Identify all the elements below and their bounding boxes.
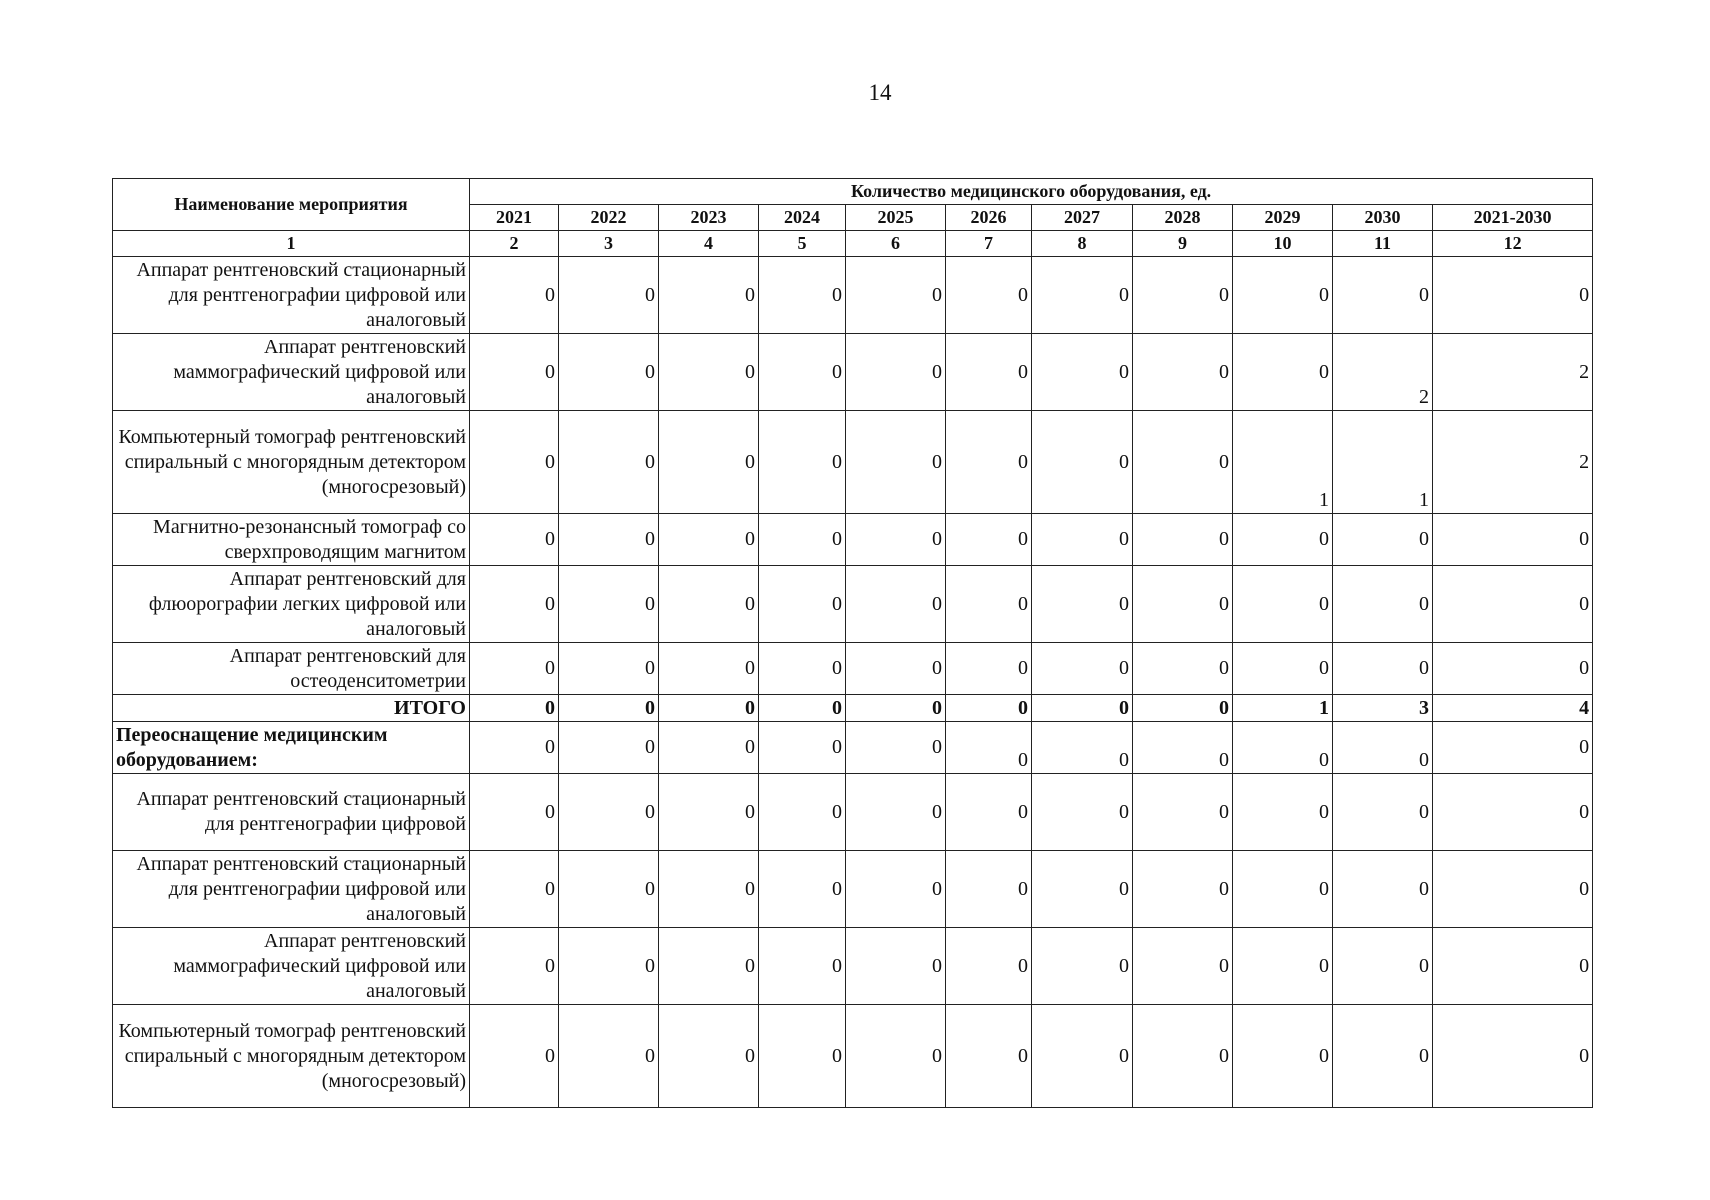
row-name: Аппарат рентгеновский стационарный для рентгенографии цифровой или аналоговый xyxy=(113,257,470,334)
row-value: 0 xyxy=(470,514,559,566)
row-value: 0 xyxy=(659,928,759,1005)
row-value: 0 xyxy=(946,411,1032,514)
row-value: 0 xyxy=(1133,928,1233,1005)
row-value: 0 xyxy=(1133,722,1233,774)
row-value: 0 xyxy=(1032,722,1133,774)
row-value: 0 xyxy=(759,643,846,695)
row-value: 0 xyxy=(846,1005,946,1108)
year-header: 2027 xyxy=(1032,205,1133,231)
row-value: 0 xyxy=(1333,257,1433,334)
row-value: 0 xyxy=(946,1005,1032,1108)
row-value: 0 xyxy=(946,566,1032,643)
year-header: 2026 xyxy=(946,205,1032,231)
row-value: 0 xyxy=(1133,411,1233,514)
row-name: Аппарат рентгеновский стационарный для рентгенографии цифровой или аналоговый xyxy=(113,851,470,928)
table-row xyxy=(113,774,1593,851)
row-value: 0 xyxy=(659,334,759,411)
row-value: 0 xyxy=(759,722,846,774)
row-value: 0 xyxy=(1133,1005,1233,1108)
column-number: 11 xyxy=(1333,231,1433,257)
table-row xyxy=(113,1005,1593,1108)
row-value: 0 xyxy=(1433,1005,1593,1108)
total-value: 0 xyxy=(1133,695,1233,722)
row-value: 0 xyxy=(846,928,946,1005)
row-value: 0 xyxy=(846,514,946,566)
row-value: 0 xyxy=(946,334,1032,411)
column-number: 5 xyxy=(759,231,846,257)
row-value: 0 xyxy=(470,851,559,928)
row-value: 2 xyxy=(1433,411,1593,514)
row-value: 0 xyxy=(846,411,946,514)
row-value: 0 xyxy=(659,851,759,928)
row-value: 0 xyxy=(659,774,759,851)
total-value: 3 xyxy=(1333,695,1433,722)
row-value: 0 xyxy=(470,928,559,1005)
row-value: 0 xyxy=(1433,643,1593,695)
total-value: 0 xyxy=(1032,695,1133,722)
year-header: 2024 xyxy=(759,205,846,231)
row-value: 0 xyxy=(1433,514,1593,566)
row-value: 0 xyxy=(1133,334,1233,411)
row-value: 0 xyxy=(1032,257,1133,334)
page-number: 14 xyxy=(868,80,892,105)
row-value: 0 xyxy=(1233,566,1333,643)
row-value: 1 xyxy=(1333,411,1433,514)
year-header: 2023 xyxy=(659,205,759,231)
row-value: 2 xyxy=(1433,334,1593,411)
row-value: 0 xyxy=(1032,514,1133,566)
row-value: 0 xyxy=(759,851,846,928)
row-name: Аппарат рентгеновский маммографический цифровой или аналоговый xyxy=(113,928,470,1005)
year-header: 2029 xyxy=(1233,205,1333,231)
table-row xyxy=(113,411,1593,514)
row-value: 0 xyxy=(1333,928,1433,1005)
section-row xyxy=(113,722,1593,774)
row-value: 0 xyxy=(846,643,946,695)
row-value: 0 xyxy=(946,257,1032,334)
column-number: 8 xyxy=(1032,231,1133,257)
row-name: Магнитно-резонансный томограф со сверхпроводящим магнитом xyxy=(113,514,470,566)
row-value: 0 xyxy=(659,514,759,566)
row-value: 0 xyxy=(1333,514,1433,566)
row-value: 0 xyxy=(659,722,759,774)
row-value: 0 xyxy=(559,1005,659,1108)
year-header: 2022 xyxy=(559,205,659,231)
total-value: 0 xyxy=(559,695,659,722)
row-value: 0 xyxy=(1032,643,1133,695)
row-value: 0 xyxy=(559,851,659,928)
row-value: 0 xyxy=(659,566,759,643)
row-value: 0 xyxy=(470,257,559,334)
row-value: 0 xyxy=(1233,257,1333,334)
row-value: 0 xyxy=(470,722,559,774)
total-value: 0 xyxy=(846,695,946,722)
year-header: 2025 xyxy=(846,205,946,231)
column-number: 2 xyxy=(470,231,559,257)
row-value: 0 xyxy=(946,851,1032,928)
row-name: Компьютерный томограф рентгеновский спиральный с многорядным детектором (многосрезовый) xyxy=(113,411,470,514)
table-row xyxy=(113,334,1593,411)
row-value: 0 xyxy=(559,566,659,643)
total-label: ИТОГО xyxy=(113,695,470,722)
row-value: 0 xyxy=(1032,928,1133,1005)
year-header: 2021 xyxy=(470,205,559,231)
row-value: 0 xyxy=(1333,851,1433,928)
row-value: 0 xyxy=(946,928,1032,1005)
row-value: 0 xyxy=(1133,643,1233,695)
row-value: 0 xyxy=(759,411,846,514)
row-value: 0 xyxy=(1133,514,1233,566)
column-number: 7 xyxy=(946,231,1032,257)
table-row xyxy=(113,851,1593,928)
row-value: 0 xyxy=(946,514,1032,566)
column-number: 3 xyxy=(559,231,659,257)
row-value: 0 xyxy=(759,774,846,851)
row-value: 0 xyxy=(559,643,659,695)
year-header: 2028 xyxy=(1133,205,1233,231)
row-value: 0 xyxy=(1333,1005,1433,1108)
row-value: 0 xyxy=(1032,1005,1133,1108)
column-number: 4 xyxy=(659,231,759,257)
row-value: 0 xyxy=(559,928,659,1005)
row-value: 0 xyxy=(1032,411,1133,514)
row-value: 0 xyxy=(946,643,1032,695)
row-value: 0 xyxy=(470,1005,559,1108)
row-value: 0 xyxy=(1233,774,1333,851)
total-value: 0 xyxy=(946,695,1032,722)
row-name: Аппарат рентгеновский для остеоденситометрии xyxy=(113,643,470,695)
column-number: 6 xyxy=(846,231,946,257)
row-value: 0 xyxy=(1233,514,1333,566)
row-value: 0 xyxy=(759,514,846,566)
row-value: 0 xyxy=(1133,774,1233,851)
total-value: 4 xyxy=(1433,695,1593,722)
total-value: 1 xyxy=(1233,695,1333,722)
year-header: 2021-2030 xyxy=(1433,205,1593,231)
table-row xyxy=(113,566,1593,643)
row-value: 0 xyxy=(846,334,946,411)
row-value: 0 xyxy=(1433,257,1593,334)
row-value: 0 xyxy=(846,774,946,851)
row-value: 0 xyxy=(759,928,846,1005)
table-row xyxy=(113,514,1593,566)
row-value: 0 xyxy=(846,722,946,774)
row-value: 0 xyxy=(1133,566,1233,643)
table-row xyxy=(113,643,1593,695)
table-row xyxy=(113,928,1593,1005)
row-value: 0 xyxy=(1433,851,1593,928)
equipment-table xyxy=(112,178,1593,1108)
column-number: 12 xyxy=(1433,231,1593,257)
row-value: 0 xyxy=(559,411,659,514)
row-value: 0 xyxy=(1032,851,1133,928)
row-value: 0 xyxy=(659,411,759,514)
row-value: 0 xyxy=(846,851,946,928)
row-value: 0 xyxy=(659,643,759,695)
row-value: 0 xyxy=(1233,1005,1333,1108)
column-number-row xyxy=(113,231,1593,257)
table-row xyxy=(113,257,1593,334)
row-value: 0 xyxy=(559,257,659,334)
row-value: 0 xyxy=(1433,722,1593,774)
row-value: 0 xyxy=(1233,928,1333,1005)
row-value: 0 xyxy=(1032,334,1133,411)
row-name: Аппарат рентгеновский для флюорографии легких цифровой или аналоговый xyxy=(113,566,470,643)
column-number: 9 xyxy=(1133,231,1233,257)
row-value: 0 xyxy=(1333,774,1433,851)
row-value: 0 xyxy=(470,643,559,695)
row-name: Аппарат рентгеновский маммографический цифровой или аналоговый xyxy=(113,334,470,411)
row-value: 0 xyxy=(1433,774,1593,851)
row-value: 0 xyxy=(559,774,659,851)
row-value: 0 xyxy=(659,1005,759,1108)
row-value: 0 xyxy=(1233,643,1333,695)
row-value: 0 xyxy=(759,566,846,643)
row-value: 0 xyxy=(946,774,1032,851)
total-value: 0 xyxy=(759,695,846,722)
row-value: 0 xyxy=(1233,851,1333,928)
row-value: 0 xyxy=(559,514,659,566)
row-value: 0 xyxy=(559,334,659,411)
row-value: 0 xyxy=(759,1005,846,1108)
row-value: 0 xyxy=(759,257,846,334)
row-value: 0 xyxy=(1433,928,1593,1005)
quantity-group-header: Количество медицинского оборудования, ед. xyxy=(470,179,1593,205)
total-value: 0 xyxy=(659,695,759,722)
row-value: 0 xyxy=(1233,334,1333,411)
column-number: 1 xyxy=(113,231,470,257)
row-value: 0 xyxy=(759,334,846,411)
row-name: Компьютерный томограф рентгеновский спиральный с многорядным детектором (многосрезовый) xyxy=(113,1005,470,1108)
row-value: 0 xyxy=(1032,774,1133,851)
row-value: 0 xyxy=(1333,722,1433,774)
row-name: Аппарат рентгеновский стационарный для рентгенографии цифровой xyxy=(113,774,470,851)
year-header: 2030 xyxy=(1333,205,1433,231)
row-value: 0 xyxy=(1233,722,1333,774)
row-value: 0 xyxy=(470,774,559,851)
row-value: 0 xyxy=(559,722,659,774)
row-value: 2 xyxy=(1333,334,1433,411)
row-value: 0 xyxy=(659,257,759,334)
row-value: 0 xyxy=(846,257,946,334)
row-value: 0 xyxy=(470,334,559,411)
row-value: 0 xyxy=(1133,851,1233,928)
total-row xyxy=(113,695,1593,722)
row-value: 1 xyxy=(1233,411,1333,514)
section-heading: Переоснащение медицинским оборудованием: xyxy=(113,722,470,774)
name-column-header: Наименование мероприятия xyxy=(113,179,470,231)
row-value: 0 xyxy=(470,566,559,643)
row-value: 0 xyxy=(1433,566,1593,643)
row-value: 0 xyxy=(1133,257,1233,334)
row-value: 0 xyxy=(470,411,559,514)
total-value: 0 xyxy=(470,695,559,722)
row-value: 0 xyxy=(946,722,1032,774)
row-value: 0 xyxy=(1333,566,1433,643)
row-value: 0 xyxy=(1333,643,1433,695)
row-value: 0 xyxy=(1032,566,1133,643)
column-number: 10 xyxy=(1233,231,1333,257)
row-value: 0 xyxy=(846,566,946,643)
